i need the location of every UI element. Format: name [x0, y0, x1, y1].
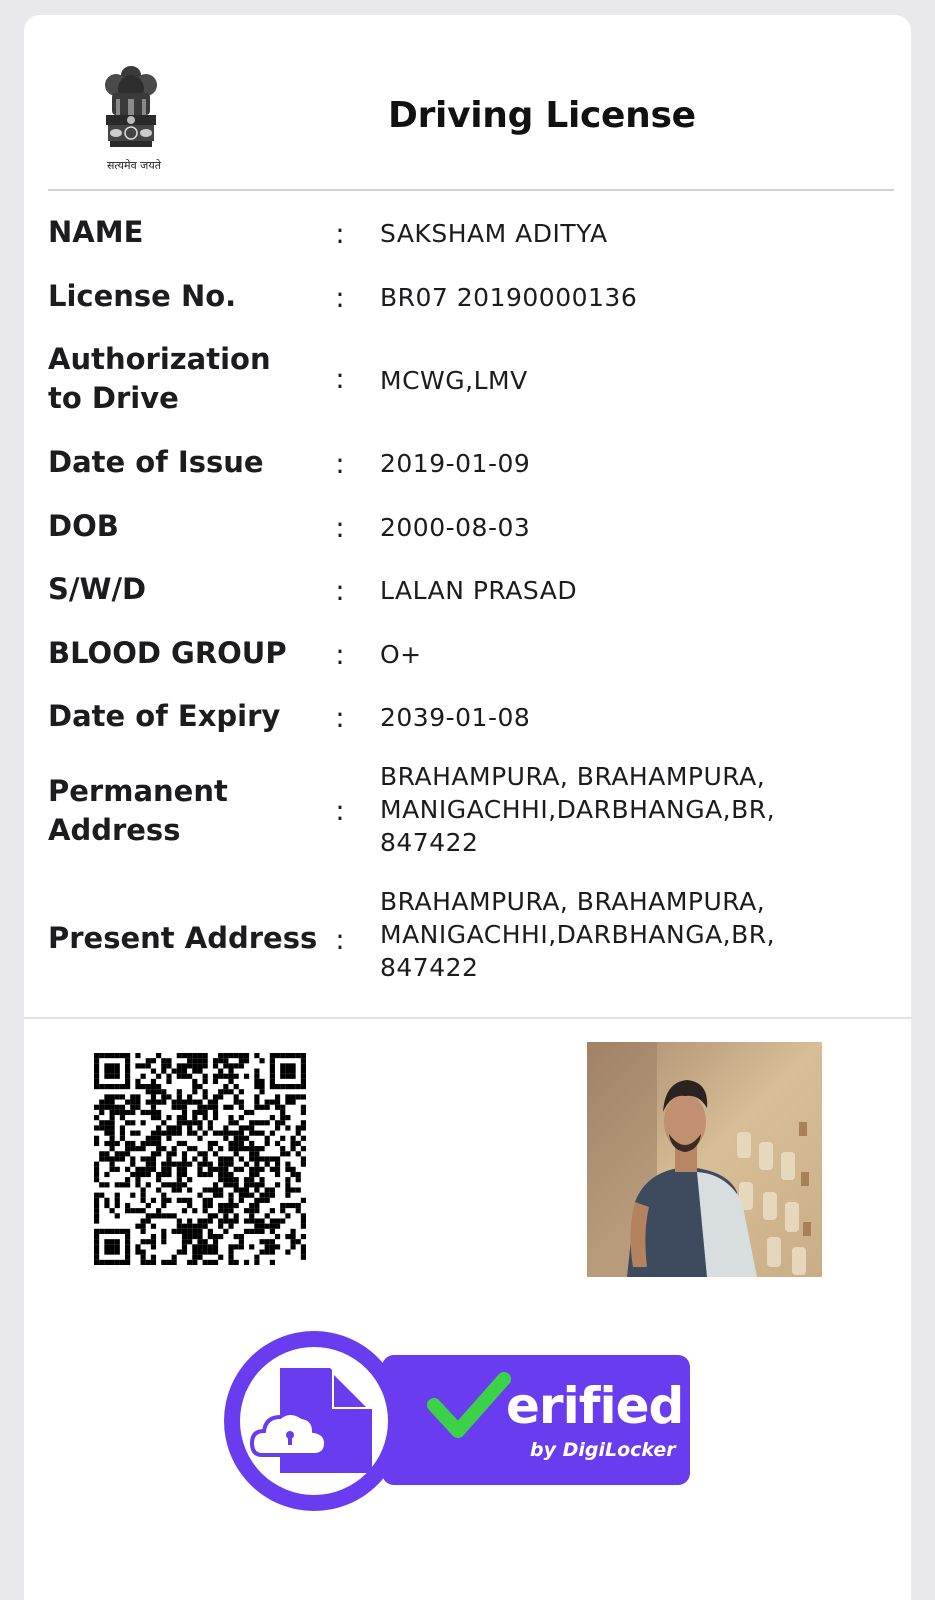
detail-row-swd [24, 570, 911, 610]
field-value: BRAHAMPURA, BRAHAMPURA, MANIGACHHI,DARBHANGA,BR, 847422 [380, 887, 776, 982]
detail-row-date-of-issue [24, 443, 911, 483]
field-colon: : [335, 923, 345, 956]
license-card [24, 15, 911, 1600]
detail-row-authorization [24, 340, 911, 420]
field-value: O+ [380, 640, 422, 669]
detail-row-present-address [24, 885, 911, 989]
field-colon: : [335, 281, 345, 314]
field-colon: : [335, 701, 345, 734]
field-value: BRAHAMPURA, BRAHAMPURA, MANIGACHHI,DARBHANGA,BR, 847422 [380, 762, 776, 857]
emblem-graphic [94, 63, 168, 158]
field-colon: : [335, 362, 345, 395]
photo-graphic [587, 1042, 822, 1277]
field-value: LALAN PRASAD [380, 576, 578, 605]
detail-row-permanent-address [24, 760, 911, 864]
national-emblem-icon [94, 63, 168, 175]
emblem-motto: सत्यमेव जयते [106, 159, 161, 172]
field-label: Date of Issue [48, 445, 264, 479]
field-label: DOB [48, 509, 119, 543]
field-value: 2039-01-08 [380, 703, 531, 732]
detail-row-date-of-expiry [24, 697, 911, 737]
qr-code [94, 1053, 306, 1265]
license-holder-photo [587, 1042, 822, 1277]
digilocker-verified-badge [222, 1323, 694, 1519]
field-label: BLOOD GROUP [48, 636, 287, 670]
field-value: SAKSHAM ADITYA [380, 219, 608, 248]
field-colon: : [335, 638, 345, 671]
field-label: License No. [48, 279, 237, 313]
license-header [24, 15, 911, 191]
header-divider [48, 189, 894, 191]
field-label: NAME [48, 215, 144, 249]
section-divider [24, 1017, 911, 1019]
page-title: Driving License [388, 95, 696, 136]
field-label: Date of Expiry [48, 699, 281, 733]
field-colon: : [335, 447, 345, 480]
field-value: MCWG,LMV [380, 366, 528, 395]
field-value: BR07 20190000136 [380, 283, 638, 312]
verified-text: erified [506, 1377, 684, 1435]
detail-row-license-no [24, 277, 911, 317]
detail-row-blood-group [24, 634, 911, 674]
field-value: 2000-08-03 [380, 513, 531, 542]
detail-row-dob [24, 507, 911, 547]
field-colon: : [335, 217, 345, 250]
field-label: Present Address [48, 921, 318, 955]
detail-row-name [24, 213, 911, 253]
field-colon: : [335, 511, 345, 544]
field-colon: : [335, 794, 345, 827]
qr-code-graphic [94, 1053, 306, 1265]
field-colon: : [335, 574, 345, 607]
field-label: S/W/D [48, 572, 147, 606]
field-label: Permanent Address [48, 774, 228, 847]
digilocker-text: by DigiLocker [530, 1439, 676, 1461]
field-label: Authorization to Drive [48, 342, 271, 415]
field-value: 2019-01-09 [380, 449, 531, 478]
